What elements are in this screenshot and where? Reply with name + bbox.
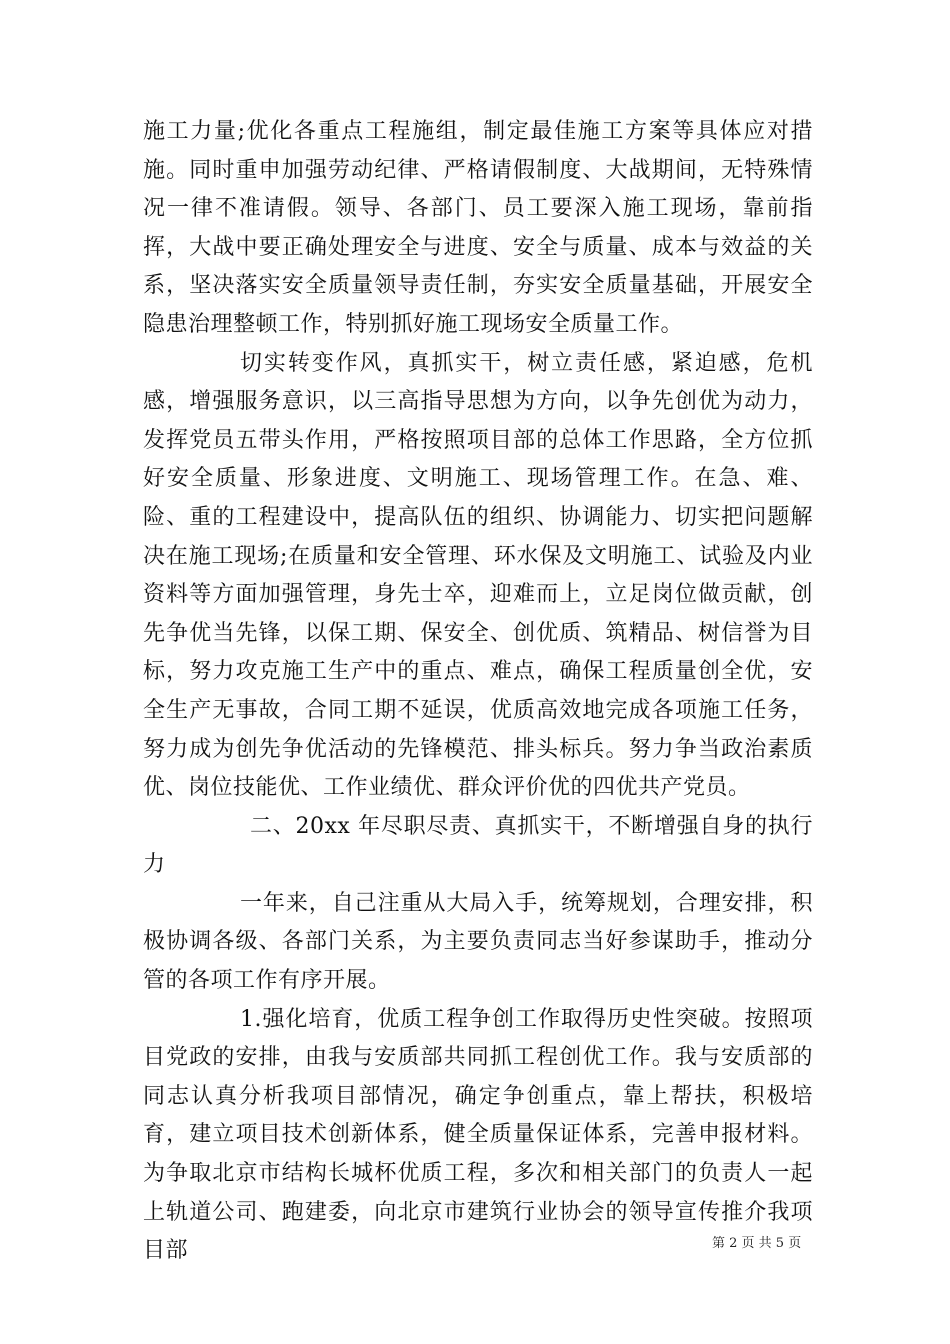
document-body <box>143 113 813 1271</box>
page-number-footer: 第 2 页 共 5 页 <box>712 1236 802 1251</box>
section-heading: 二、20xx 年尽职尽责、真抓实干，不断增强自身的执行力 <box>143 813 813 878</box>
paragraph-quality-engineering: 1.强化培育，优质工程争创工作取得历史性突破。按照项目党政的安排，由我与安质部共同抓工程创优工作。我与安质部的同志认真分析我项目部情况，确定争创重点，靠上帮扶，积极培育，建立项目技术创新体系，健全质量保证体系，完善申报材料。为争取北京市结构长城杯优质工程，多次和相关部门的负责人一起上轨道公司、跑建委，向北京市建筑行业协会的领导宣传推介我项目部 <box>143 1006 813 1264</box>
paragraph-continuation: 施工力量;优化各重点工程施组，制定最佳施工方案等具体应对措施。同时重申加强劳动纪律、严格请假制度、大战期间，无特殊情况一律不准请假。领导、各部门、员工要深入施工现场，靠前指挥，大战中要正确处理安全与进度、安全与质量、成本与效益的关系，坚决落实安全质量领导责任制，夯实安全质量基础，开展安全隐患治理整顿工作，特别抓好施工现场安全质量工作。 <box>143 119 813 337</box>
paragraph-work-style: 切实转变作风，真抓实干，树立责任感，紧迫感，危机感，增强服务意识，以三高指导思想为方向，以争先创优为动力，发挥党员五带头作用，严格按照项目部的总体工作思路，全方位抓好安全质量、形象进度、文明施工、现场管理工作。在急、难、险、重的工程建设中，提高队伍的组织、协调能力、切实把问题解决在施工现场;在质量和安全管理、环水保及文明施工、试验及内业资料等方面加强管理，身先士卒，迎难而上，立足岗位做贡献，创先争优当先锋，以保工期、保安全、创优质、筑精品、树信誉为目标，努力攻克施工生产中的重点、难点，确保工程质量创全优，安全生产无事故，合同工期不延误，优质高效地完成各项施工任务，努力成为创先争优活动的先锋模范、排头标兵。努力争当政治素质优、岗位技能优、工作业绩优、群众评价优的四优共产党员。 <box>143 350 813 801</box>
paragraph-overview: 一年来，自己注重从大局入手，统筹规划，合理安排，积极协调各级、各部门关系，为主要负责同志当好参谋助手，推动分管的各项工作有序开展。 <box>143 890 813 994</box>
